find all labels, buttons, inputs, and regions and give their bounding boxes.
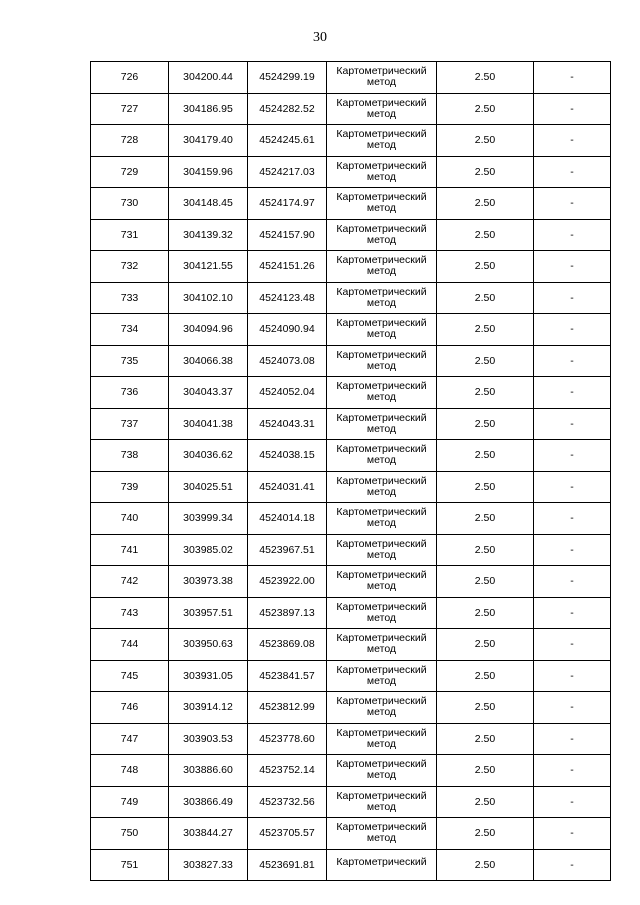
accuracy-cell: 2.50 bbox=[437, 377, 534, 409]
table-row bbox=[91, 62, 611, 94]
method-line-1: Картометрический bbox=[336, 411, 427, 424]
x-coordinate-cell: 303844.27 bbox=[169, 818, 248, 850]
y-coordinate-cell: 4524245.61 bbox=[248, 125, 327, 157]
table-row bbox=[91, 377, 611, 409]
x-coordinate-cell: 304041.38 bbox=[169, 408, 248, 440]
method-line-2: метод bbox=[366, 517, 397, 530]
accuracy-cell: 2.50 bbox=[437, 723, 534, 755]
point-number-cell: 735 bbox=[91, 345, 169, 377]
x-coordinate-cell: 303886.60 bbox=[169, 755, 248, 787]
table-row bbox=[91, 93, 611, 125]
method-cell bbox=[327, 314, 437, 346]
table-row bbox=[91, 692, 611, 724]
point-number-cell: 748 bbox=[91, 755, 169, 787]
x-coordinate-cell: 304200.44 bbox=[169, 62, 248, 94]
accuracy-cell: 2.50 bbox=[437, 818, 534, 850]
y-coordinate-cell: 4524217.03 bbox=[248, 156, 327, 188]
point-number-cell: 732 bbox=[91, 251, 169, 283]
method-line-1: Картометрический bbox=[336, 159, 427, 172]
note-cell: - bbox=[534, 314, 611, 346]
method-line-1: Картометрический bbox=[336, 506, 427, 519]
note-cell: - bbox=[534, 440, 611, 472]
note-cell: - bbox=[534, 597, 611, 629]
accuracy-cell: 2.50 bbox=[437, 219, 534, 251]
table-row bbox=[91, 156, 611, 188]
method-line-1: Картометрический bbox=[336, 443, 427, 456]
accuracy-cell: 2.50 bbox=[437, 156, 534, 188]
x-coordinate-cell: 304025.51 bbox=[169, 471, 248, 503]
method-line-1: Картометрический bbox=[336, 254, 427, 267]
table-body bbox=[91, 62, 611, 881]
point-number-cell: 733 bbox=[91, 282, 169, 314]
method-line-2: метод bbox=[366, 674, 397, 687]
method-line-2: метод bbox=[366, 233, 397, 246]
method-cell bbox=[327, 471, 437, 503]
page-number: 30 bbox=[313, 30, 327, 45]
method-line-2: метод bbox=[366, 107, 397, 120]
accuracy-cell: 2.50 bbox=[437, 471, 534, 503]
x-coordinate-cell: 303866.49 bbox=[169, 786, 248, 818]
method-line-1: Картометрический bbox=[336, 65, 427, 78]
note-cell: - bbox=[534, 188, 611, 220]
point-number-cell: 731 bbox=[91, 219, 169, 251]
method-line-1: Картометрический bbox=[336, 285, 427, 298]
method-line-1: Картометрический bbox=[336, 348, 427, 361]
y-coordinate-cell: 4523778.60 bbox=[248, 723, 327, 755]
method-line-1: Картометрический bbox=[336, 380, 427, 393]
accuracy-cell: 2.50 bbox=[437, 188, 534, 220]
x-coordinate-cell: 303914.12 bbox=[169, 692, 248, 724]
method-line-2: метод bbox=[366, 643, 397, 656]
point-number-cell: 730 bbox=[91, 188, 169, 220]
accuracy-cell: 2.50 bbox=[437, 566, 534, 598]
y-coordinate-cell: 4524031.41 bbox=[248, 471, 327, 503]
method-line-2: метод bbox=[366, 359, 397, 372]
method-line-1: Картометрический bbox=[336, 632, 427, 645]
method-line-2: метод bbox=[366, 580, 397, 593]
y-coordinate-cell: 4523869.08 bbox=[248, 629, 327, 661]
method-line-1: Картометрический bbox=[336, 821, 427, 834]
note-cell: - bbox=[534, 62, 611, 94]
x-coordinate-cell: 303985.02 bbox=[169, 534, 248, 566]
x-coordinate-cell: 304139.32 bbox=[169, 219, 248, 251]
method-cell bbox=[327, 786, 437, 818]
note-cell: - bbox=[534, 93, 611, 125]
y-coordinate-cell: 4523752.14 bbox=[248, 755, 327, 787]
y-coordinate-cell: 4524282.52 bbox=[248, 93, 327, 125]
method-cell bbox=[327, 629, 437, 661]
method-line-2: метод bbox=[366, 769, 397, 782]
method-line-2: метод bbox=[366, 170, 397, 183]
point-number-cell: 751 bbox=[91, 849, 169, 881]
note-cell: - bbox=[534, 125, 611, 157]
point-number-cell: 742 bbox=[91, 566, 169, 598]
method-line-1: Картометрический bbox=[336, 474, 427, 487]
method-line-1: Картометрический bbox=[336, 96, 427, 109]
method-cell bbox=[327, 282, 437, 314]
y-coordinate-cell: 4524073.08 bbox=[248, 345, 327, 377]
note-cell: - bbox=[534, 723, 611, 755]
x-coordinate-cell: 304179.40 bbox=[169, 125, 248, 157]
point-number-cell: 749 bbox=[91, 786, 169, 818]
point-number-cell: 727 bbox=[91, 93, 169, 125]
method-line-2: метод bbox=[366, 485, 397, 498]
method-line-2: метод bbox=[366, 265, 397, 278]
x-coordinate-cell: 304102.10 bbox=[169, 282, 248, 314]
note-cell: - bbox=[534, 471, 611, 503]
method-line-2: метод bbox=[366, 328, 397, 341]
method-cell bbox=[327, 534, 437, 566]
accuracy-cell: 2.50 bbox=[437, 849, 534, 881]
note-cell: - bbox=[534, 282, 611, 314]
point-number-cell: 745 bbox=[91, 660, 169, 692]
point-number-cell: 750 bbox=[91, 818, 169, 850]
method-line-1: Картометрический bbox=[336, 128, 427, 141]
note-cell: - bbox=[534, 818, 611, 850]
x-coordinate-cell: 304036.62 bbox=[169, 440, 248, 472]
note-cell: - bbox=[534, 219, 611, 251]
table-row bbox=[91, 566, 611, 598]
table-row bbox=[91, 188, 611, 220]
note-cell: - bbox=[534, 660, 611, 692]
note-cell: - bbox=[534, 377, 611, 409]
note-cell: - bbox=[534, 534, 611, 566]
note-cell: - bbox=[534, 786, 611, 818]
coordinates-table bbox=[90, 61, 611, 881]
method-line-1: Картометрический bbox=[336, 663, 427, 676]
note-cell: - bbox=[534, 692, 611, 724]
point-number-cell: 747 bbox=[91, 723, 169, 755]
accuracy-cell: 2.50 bbox=[437, 408, 534, 440]
accuracy-cell: 2.50 bbox=[437, 62, 534, 94]
accuracy-cell: 2.50 bbox=[437, 503, 534, 535]
note-cell: - bbox=[534, 251, 611, 283]
method-cell bbox=[327, 408, 437, 440]
table-row bbox=[91, 471, 611, 503]
method-line-1: Картометрический bbox=[336, 855, 427, 868]
method-line-1: Картометрический bbox=[336, 191, 427, 204]
table-row bbox=[91, 818, 611, 850]
note-cell: - bbox=[534, 629, 611, 661]
accuracy-cell: 2.50 bbox=[437, 345, 534, 377]
table-row bbox=[91, 345, 611, 377]
method-cell bbox=[327, 345, 437, 377]
point-number-cell: 741 bbox=[91, 534, 169, 566]
note-cell: - bbox=[534, 156, 611, 188]
point-number-cell: 740 bbox=[91, 503, 169, 535]
method-cell bbox=[327, 660, 437, 692]
point-number-cell: 728 bbox=[91, 125, 169, 157]
x-coordinate-cell: 303931.05 bbox=[169, 660, 248, 692]
method-cell bbox=[327, 692, 437, 724]
method-line-1: Картометрический bbox=[336, 758, 427, 771]
x-coordinate-cell: 304066.38 bbox=[169, 345, 248, 377]
point-number-cell: 743 bbox=[91, 597, 169, 629]
accuracy-cell: 2.50 bbox=[437, 786, 534, 818]
method-line-2: метод bbox=[366, 202, 397, 215]
accuracy-cell: 2.50 bbox=[437, 692, 534, 724]
point-number-cell: 729 bbox=[91, 156, 169, 188]
point-number-cell: 739 bbox=[91, 471, 169, 503]
y-coordinate-cell: 4523897.13 bbox=[248, 597, 327, 629]
table-row bbox=[91, 849, 611, 881]
x-coordinate-cell: 304148.45 bbox=[169, 188, 248, 220]
method-cell bbox=[327, 188, 437, 220]
note-cell: - bbox=[534, 408, 611, 440]
method-line-2: метод bbox=[366, 454, 397, 467]
x-coordinate-cell: 304043.37 bbox=[169, 377, 248, 409]
accuracy-cell: 2.50 bbox=[437, 534, 534, 566]
x-coordinate-cell: 304159.96 bbox=[169, 156, 248, 188]
method-cell bbox=[327, 723, 437, 755]
method-line-2: метод bbox=[366, 800, 397, 813]
y-coordinate-cell: 4524123.48 bbox=[248, 282, 327, 314]
y-coordinate-cell: 4524174.97 bbox=[248, 188, 327, 220]
method-cell bbox=[327, 156, 437, 188]
method-line-2: метод bbox=[366, 296, 397, 309]
point-number-cell: 736 bbox=[91, 377, 169, 409]
table-row bbox=[91, 503, 611, 535]
y-coordinate-cell: 4524090.94 bbox=[248, 314, 327, 346]
method-cell bbox=[327, 125, 437, 157]
x-coordinate-cell: 303957.51 bbox=[169, 597, 248, 629]
table-row bbox=[91, 723, 611, 755]
x-coordinate-cell: 303903.53 bbox=[169, 723, 248, 755]
table-row bbox=[91, 629, 611, 661]
y-coordinate-cell: 4523841.57 bbox=[248, 660, 327, 692]
accuracy-cell: 2.50 bbox=[437, 755, 534, 787]
accuracy-cell: 2.50 bbox=[437, 440, 534, 472]
method-cell bbox=[327, 566, 437, 598]
y-coordinate-cell: 4524151.26 bbox=[248, 251, 327, 283]
x-coordinate-cell: 304186.95 bbox=[169, 93, 248, 125]
method-line-2: метод bbox=[366, 832, 397, 845]
accuracy-cell: 2.50 bbox=[437, 93, 534, 125]
method-cell bbox=[327, 377, 437, 409]
x-coordinate-cell: 303973.38 bbox=[169, 566, 248, 598]
y-coordinate-cell: 4524038.15 bbox=[248, 440, 327, 472]
point-number-cell: 734 bbox=[91, 314, 169, 346]
y-coordinate-cell: 4523705.57 bbox=[248, 818, 327, 850]
method-line-2: метод bbox=[366, 139, 397, 152]
method-line-1: Картометрический bbox=[336, 726, 427, 739]
note-cell: - bbox=[534, 503, 611, 535]
accuracy-cell: 2.50 bbox=[437, 282, 534, 314]
table-row bbox=[91, 125, 611, 157]
table-row bbox=[91, 314, 611, 346]
table-row bbox=[91, 597, 611, 629]
accuracy-cell: 2.50 bbox=[437, 125, 534, 157]
x-coordinate-cell: 304094.96 bbox=[169, 314, 248, 346]
accuracy-cell: 2.50 bbox=[437, 314, 534, 346]
table-row bbox=[91, 282, 611, 314]
method-cell bbox=[327, 93, 437, 125]
table-row bbox=[91, 440, 611, 472]
method-cell bbox=[327, 62, 437, 94]
method-cell bbox=[327, 818, 437, 850]
method-cell bbox=[327, 503, 437, 535]
method-line-1: Картометрический bbox=[336, 537, 427, 550]
y-coordinate-cell: 4523732.56 bbox=[248, 786, 327, 818]
note-cell: - bbox=[534, 849, 611, 881]
table-row bbox=[91, 786, 611, 818]
table-row bbox=[91, 408, 611, 440]
y-coordinate-cell: 4523922.00 bbox=[248, 566, 327, 598]
y-coordinate-cell: 4524014.18 bbox=[248, 503, 327, 535]
note-cell: - bbox=[534, 566, 611, 598]
table-row bbox=[91, 534, 611, 566]
method-line-2: метод bbox=[366, 391, 397, 404]
method-cell bbox=[327, 219, 437, 251]
point-number-cell: 738 bbox=[91, 440, 169, 472]
y-coordinate-cell: 4524299.19 bbox=[248, 62, 327, 94]
method-line-2: метод bbox=[366, 548, 397, 561]
method-line-1: Картометрический bbox=[336, 600, 427, 613]
x-coordinate-cell: 303950.63 bbox=[169, 629, 248, 661]
point-number-cell: 744 bbox=[91, 629, 169, 661]
y-coordinate-cell: 4523967.51 bbox=[248, 534, 327, 566]
accuracy-cell: 2.50 bbox=[437, 597, 534, 629]
x-coordinate-cell: 304121.55 bbox=[169, 251, 248, 283]
method-line-2: метод bbox=[366, 611, 397, 624]
accuracy-cell: 2.50 bbox=[437, 629, 534, 661]
note-cell: - bbox=[534, 345, 611, 377]
x-coordinate-cell: 303999.34 bbox=[169, 503, 248, 535]
method-cell bbox=[327, 251, 437, 283]
y-coordinate-cell: 4524043.31 bbox=[248, 408, 327, 440]
method-cell bbox=[327, 849, 437, 881]
method-line-2: метод bbox=[366, 706, 397, 719]
y-coordinate-cell: 4524157.90 bbox=[248, 219, 327, 251]
accuracy-cell: 2.50 bbox=[437, 251, 534, 283]
table-row bbox=[91, 660, 611, 692]
note-cell: - bbox=[534, 755, 611, 787]
point-number-cell: 737 bbox=[91, 408, 169, 440]
table-row bbox=[91, 251, 611, 283]
table-row bbox=[91, 219, 611, 251]
y-coordinate-cell: 4524052.04 bbox=[248, 377, 327, 409]
method-line-1: Картометрический bbox=[336, 789, 427, 802]
method-line-2: метод bbox=[366, 422, 397, 435]
x-coordinate-cell: 303827.33 bbox=[169, 849, 248, 881]
point-number-cell: 746 bbox=[91, 692, 169, 724]
method-line-2: метод bbox=[366, 76, 397, 89]
method-line-1: Картометрический bbox=[336, 222, 427, 235]
method-line-1: Картометрический bbox=[336, 317, 427, 330]
method-line-1: Картометрический bbox=[336, 569, 427, 582]
y-coordinate-cell: 4523691.81 bbox=[248, 849, 327, 881]
method-line-2: метод bbox=[366, 737, 397, 750]
method-line-1: Картометрический bbox=[336, 695, 427, 708]
point-number-cell: 726 bbox=[91, 62, 169, 94]
y-coordinate-cell: 4523812.99 bbox=[248, 692, 327, 724]
method-cell bbox=[327, 597, 437, 629]
method-cell bbox=[327, 755, 437, 787]
method-cell bbox=[327, 440, 437, 472]
table-row bbox=[91, 755, 611, 787]
accuracy-cell: 2.50 bbox=[437, 660, 534, 692]
